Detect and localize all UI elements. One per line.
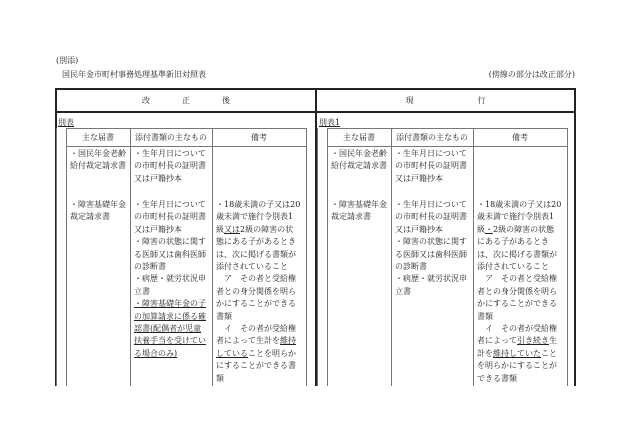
table-margin-line xyxy=(317,128,318,386)
text-line xyxy=(395,224,467,236)
text-segment: ・生年月日について xyxy=(395,200,467,209)
text-segment: の診断書 xyxy=(395,262,427,272)
text-segment: 歳未満で施行令別表1 xyxy=(216,212,294,222)
text-line xyxy=(477,311,561,323)
column-divider xyxy=(212,128,213,386)
text-line xyxy=(70,148,126,160)
text-line xyxy=(134,311,206,323)
text-line xyxy=(477,335,561,347)
text-segment: ア その者と受給権 xyxy=(216,274,296,284)
text-line xyxy=(395,199,467,211)
text-line xyxy=(70,211,126,223)
text-segment: 計を xyxy=(477,348,493,358)
text-line xyxy=(134,249,206,261)
amended-text: の加算請求に係る確 xyxy=(134,311,206,321)
text-segment: 書類 xyxy=(216,311,232,321)
text-segment: イ その者が受給権 xyxy=(477,324,557,334)
text-line xyxy=(134,261,206,273)
after-heading: 改 正 後 xyxy=(142,96,230,105)
text-segment: 裁定請求書 xyxy=(70,212,110,222)
text-segment: の市町村長の証明書 xyxy=(395,161,467,171)
text-line xyxy=(134,211,206,223)
text-segment: ・障害の状態に関す xyxy=(395,237,467,247)
text-line xyxy=(134,273,206,285)
text-segment: ・生年月日について xyxy=(134,149,206,158)
text-segment: ・18歳未満の子又は20 xyxy=(477,200,562,209)
row-2-docs-cell xyxy=(134,199,206,360)
text-line xyxy=(134,298,206,310)
text-segment: 添付されていること xyxy=(477,262,549,272)
amended-text: 引き続き xyxy=(517,336,549,346)
text-line xyxy=(477,298,561,310)
text-line xyxy=(395,249,467,261)
text-line xyxy=(477,261,561,273)
text-line xyxy=(395,273,467,285)
row-2-form-cell xyxy=(331,199,387,224)
column-divider xyxy=(327,128,328,386)
table-top-border xyxy=(327,128,567,129)
text-segment: ・生年月日について xyxy=(134,200,206,209)
text-line xyxy=(331,160,387,172)
text-line xyxy=(395,160,467,172)
text-segment: にすることができる書 xyxy=(216,361,296,371)
text-line xyxy=(395,261,467,273)
text-line xyxy=(216,199,300,211)
text-segment: 者によって xyxy=(477,336,517,346)
text-segment: ・18歳未満の子又は20 xyxy=(216,200,301,209)
text-segment: 類 xyxy=(216,373,224,383)
amended-text: ・障害基礎年金の子 xyxy=(134,299,206,309)
row-2-remarks-cell xyxy=(477,199,561,385)
document-title: 国民年金市町村事務処理基準新旧対照表 xyxy=(62,70,206,79)
text-segment: 又は戸籍抄本 xyxy=(395,173,443,183)
text-line xyxy=(216,373,300,385)
text-line xyxy=(134,224,206,236)
text-line xyxy=(477,286,561,298)
text-line xyxy=(477,373,561,385)
text-line xyxy=(331,148,387,160)
text-segment: 者との身分関係を明ら xyxy=(477,286,557,296)
text-line xyxy=(477,224,561,236)
text-segment: ・病歴・就労状況申 xyxy=(134,274,206,284)
text-segment: は、次に掲げる書類が xyxy=(477,249,557,259)
text-line xyxy=(134,236,206,248)
text-segment: ことを明らか xyxy=(248,348,296,358)
text-line xyxy=(477,211,561,223)
text-segment: 給付裁定請求書 xyxy=(70,161,126,171)
text-line xyxy=(216,211,300,223)
text-segment: ・障害基礎年金 xyxy=(70,200,126,209)
text-line xyxy=(134,348,206,360)
text-line xyxy=(134,148,206,160)
column-divider xyxy=(391,128,392,386)
text-segment: は、次に掲げる書類が xyxy=(216,249,296,259)
amended-text: る場合のみ) xyxy=(134,348,178,358)
text-line xyxy=(70,160,126,172)
amended-text: 維持していた xyxy=(493,348,541,358)
text-line xyxy=(477,348,561,360)
text-segment: 立書 xyxy=(134,286,150,296)
text-line xyxy=(216,323,300,335)
attachment-label: (別添) xyxy=(56,56,79,65)
table-top-border xyxy=(66,128,306,129)
text-segment: 者との身分関係を明ら xyxy=(216,286,296,296)
text-segment: 2級の障害の状 xyxy=(240,224,294,234)
text-segment: 立書 xyxy=(395,286,411,296)
text-line xyxy=(216,261,300,273)
text-line xyxy=(134,199,206,211)
row-1-form-cell xyxy=(70,148,126,173)
text-segment: イ その者が受給権 xyxy=(216,324,296,334)
column-header-attachments: 添付書類の主なもの xyxy=(135,133,207,142)
text-line xyxy=(216,348,300,360)
text-segment: ・国民年金老齢 xyxy=(331,149,387,158)
text-segment: こと xyxy=(541,348,557,358)
table-header-border xyxy=(66,146,306,147)
column-header-remarks: 備考 xyxy=(251,133,267,142)
text-segment: 2級の障害の状態 xyxy=(493,224,555,234)
text-line xyxy=(395,148,467,160)
amended-text: 認書(配偶者が児童 xyxy=(134,324,202,334)
text-line xyxy=(216,298,300,310)
text-segment: の市町村長の証明書 xyxy=(134,212,206,222)
text-segment: 給付裁定請求書 xyxy=(331,161,387,171)
column-divider xyxy=(306,128,307,386)
row-2-remarks-cell xyxy=(216,199,300,385)
text-segment: 裁定請求書 xyxy=(331,212,371,222)
text-segment: ・障害基礎年金 xyxy=(331,200,387,209)
text-segment: の市町村長の証明書 xyxy=(395,212,467,222)
text-segment: にある子があるとき xyxy=(477,237,549,247)
table-header-border xyxy=(327,146,567,147)
text-line xyxy=(216,286,300,298)
text-line xyxy=(216,236,300,248)
text-line xyxy=(134,323,206,335)
after-table-label: 別表 xyxy=(58,118,74,127)
text-line xyxy=(395,211,467,223)
column-divider xyxy=(130,128,131,386)
text-line xyxy=(216,273,300,285)
before-heading: 現 行 xyxy=(405,96,486,105)
text-segment: ・生年月日について xyxy=(395,149,467,158)
column-divider xyxy=(473,128,474,386)
before-table-label: 別表1 xyxy=(319,118,341,127)
text-line xyxy=(134,335,206,347)
text-segment: る医師又は歯科医師 xyxy=(395,249,467,259)
text-segment: の市町村長の証明書 xyxy=(134,161,206,171)
text-line xyxy=(395,236,467,248)
amended-text: 扶養手当を受けてい xyxy=(134,336,206,346)
row-2-form-cell xyxy=(70,199,126,224)
column-header-attachments: 添付書類の主なもの xyxy=(396,133,468,142)
text-line xyxy=(331,211,387,223)
text-line xyxy=(331,199,387,211)
text-line xyxy=(477,360,561,372)
table-margin-line xyxy=(56,128,57,386)
text-segment: かにすることができる xyxy=(216,299,296,309)
revision-note: (傍線の部分は改正部分) xyxy=(488,70,575,79)
text-line xyxy=(134,173,206,185)
text-segment: かにすることができる xyxy=(477,299,557,309)
column-header-form: 主な届書 xyxy=(343,133,375,142)
amended-text: 又は xyxy=(224,224,240,234)
text-segment: 又は戸籍抄本 xyxy=(134,173,182,183)
row-2-docs-cell xyxy=(395,199,467,298)
row-1-form-cell xyxy=(331,148,387,173)
column-divider xyxy=(567,128,568,386)
column-divider xyxy=(66,128,67,386)
text-line xyxy=(216,311,300,323)
row-1-docs-cell xyxy=(395,148,467,185)
text-segment: の診断書 xyxy=(134,262,166,272)
text-segment: 又は戸籍抄本 xyxy=(395,224,443,234)
text-segment: 級 xyxy=(477,224,485,234)
column-header-remarks: 備考 xyxy=(512,133,528,142)
text-line xyxy=(216,224,300,236)
amended-text: ・ xyxy=(485,224,493,234)
text-segment: できる書類 xyxy=(477,373,517,383)
row-1-docs-cell xyxy=(134,148,206,185)
text-segment: る医師又は歯科医師 xyxy=(134,249,206,259)
text-line xyxy=(395,286,467,298)
text-line xyxy=(134,286,206,298)
text-segment: 添付されていること xyxy=(216,262,288,272)
text-segment: 歳未満で施行令別表1 xyxy=(477,212,555,222)
text-segment: 生 xyxy=(549,336,557,346)
text-segment: ア その者と受給権 xyxy=(477,274,557,284)
text-line xyxy=(477,236,561,248)
amended-text: している xyxy=(216,348,248,358)
text-line xyxy=(216,249,300,261)
frame-right-border xyxy=(574,88,576,386)
text-segment: 書類 xyxy=(477,311,493,321)
text-segment: ・国民年金老齢 xyxy=(70,149,126,158)
text-line xyxy=(216,335,300,347)
text-segment: ・障害の状態に関す xyxy=(134,237,206,247)
text-segment: 又は戸籍抄本 xyxy=(134,224,182,234)
text-segment: を明らかにすることが xyxy=(477,361,557,371)
text-line xyxy=(477,249,561,261)
text-line xyxy=(134,160,206,172)
text-line xyxy=(70,199,126,211)
text-line xyxy=(477,273,561,285)
text-line xyxy=(477,199,561,211)
text-segment: 者によって生計を xyxy=(216,336,280,346)
text-segment: 態にある子があるとき xyxy=(216,237,296,247)
text-line xyxy=(477,323,561,335)
column-header-form: 主な届書 xyxy=(82,133,114,142)
text-segment: ・病歴・就労状況申 xyxy=(395,274,467,284)
text-line xyxy=(216,360,300,372)
text-line xyxy=(395,173,467,185)
text-segment: 級 xyxy=(216,224,224,234)
amended-text: 維持 xyxy=(280,336,296,346)
